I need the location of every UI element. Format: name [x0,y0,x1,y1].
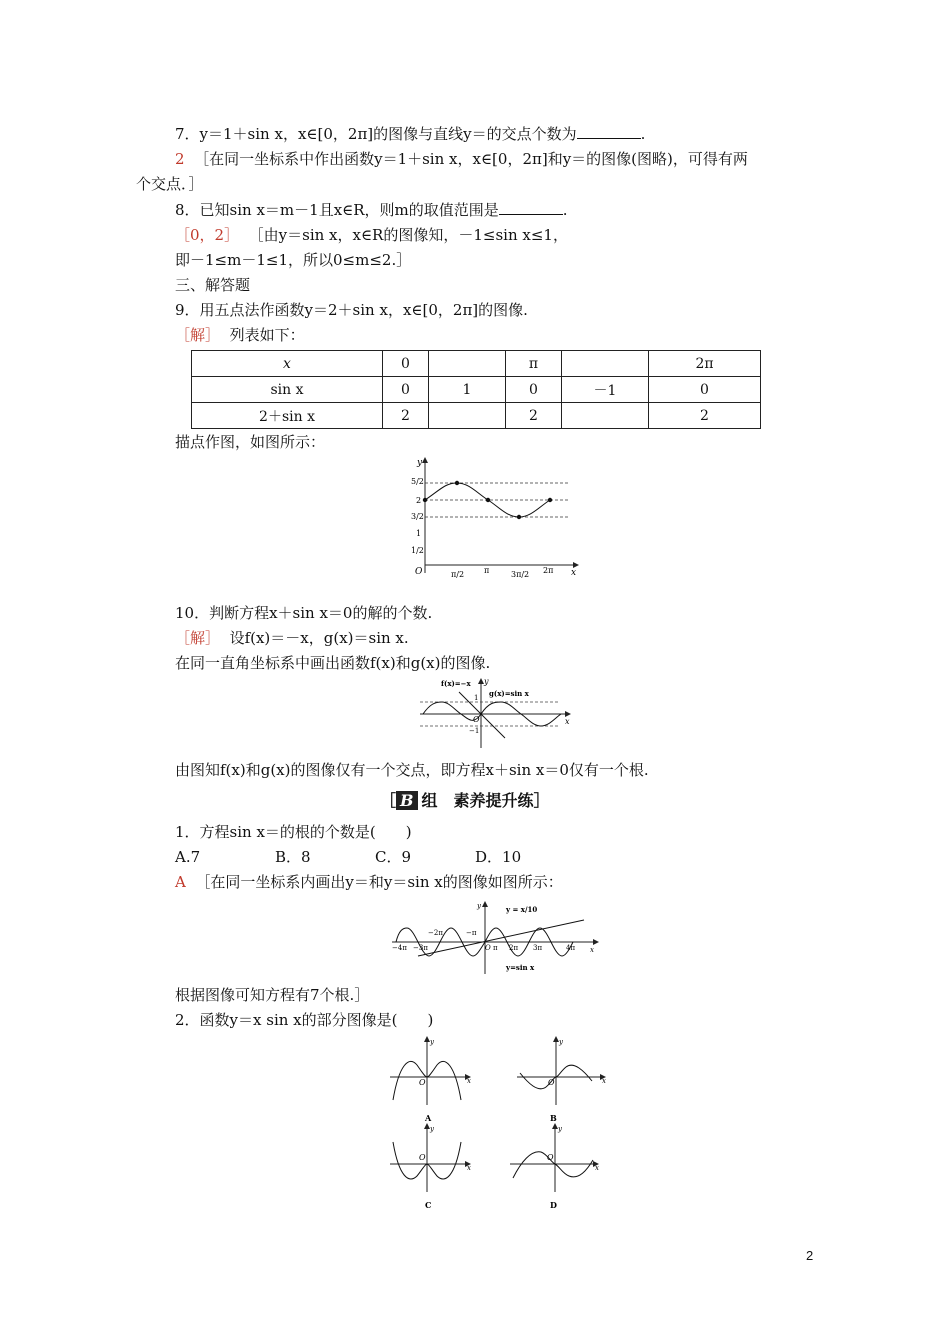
b2-label-a: A [425,1113,432,1123]
q10-line2: 在同一直角坐标系中画出函数f(x)和g(x)的图像. [175,654,491,672]
svg-text:x: x [467,1164,471,1172]
b2-question: 2．函数y＝x sin x的部分图像是( ) [175,1011,434,1029]
table-cell: 0 [383,377,429,403]
table-cell: 2π [649,351,761,377]
table-cell [562,403,649,429]
b2-label-d: D [550,1200,557,1210]
q9-solution: ［解］ 列表如下： [175,326,305,344]
q9-graph [405,455,585,589]
q9-after-table: 描点作图，如图所示： [175,433,326,451]
q7-blank [577,126,641,139]
section-b-block: B [396,791,418,810]
b1-graph-tick-label: −4π [392,944,407,952]
q10-graph-y-label: y [484,677,489,686]
b1-graph-origin: O [485,944,491,952]
b1-option-c: C．9 [375,848,412,866]
b1-graph-tick-label: π [493,944,498,952]
q7-answer: 2 ［在同一坐标系中作出函数y＝1＋sin x，x∈[0，2π]和y＝的图像(图略)，可得有两 [175,150,748,168]
svg-text:O: O [419,1153,426,1162]
q8-question: 8．已知sin x＝m－1且x∈R，则m的取值范围是 . [175,201,568,219]
table-cell [429,403,506,429]
table-cell: 0 [506,377,562,403]
q10-f-label: f(x)=−x [441,679,471,688]
q9-graph-tick-label: 1 [416,529,422,538]
q9-graph-tick-label: π/2 [451,570,465,579]
q9-graph-tick-label: 3π/2 [511,570,530,579]
table-cell: 0 [649,377,761,403]
q10-solution: ［解］ 设f(x)＝－x，g(x)＝sin x. [175,629,409,647]
q7-question: 7．y＝1＋sin x，x∈[0，2π]的图像与直线y＝的交点个数为 . [175,125,646,143]
table-cell: 2 [649,403,761,429]
table-cell: π [506,351,562,377]
table-cell: 1 [429,377,506,403]
b1-graph-tick-label: −π [466,929,477,937]
q9-graph-tick-label: 2 [416,496,422,505]
b1-graph [388,898,603,982]
q8-answer: ［0，2］ ［由y＝sin x，x∈R的图像知，－1≤sin x≤1， [175,226,568,244]
svg-text:x: x [595,1164,599,1172]
q7-explanation-cont: 个交点．］ [136,175,204,193]
b1-answer-key: A [175,873,186,891]
table-row [192,351,761,377]
q10-graph-tick-label: −1 [469,727,480,735]
b2-graph-b [512,1035,612,1129]
q7-answer-key: 2 [175,150,185,168]
q9-graph-tick-label: 2π [543,566,554,575]
b1-graph-tick-label: 3π [533,944,543,952]
b1-option-d: D．10 [475,848,522,866]
b1-curve-label: y=sin x [506,963,535,972]
section-b-header: ［ B 组 素养提升练］ [380,791,550,810]
q9-graph-tick-label: 5/2 [411,477,424,486]
q10-conclusion: 由图知f(x)和g(x)的图像仅有一个交点，即方程x＋sin x＝0仅有一个根. [175,761,649,779]
table-row [192,403,761,429]
section-b-title: 组 素养提升练 [421,791,534,810]
b2-graph-d [505,1122,605,1216]
b1-conclusion: 根据图像可知方程有7个根.］ [175,986,370,1004]
q10-graph-x-label: x [565,717,570,726]
q8-answer-key: ［0，2］ [175,226,240,244]
b1-option-a: A.7 [175,848,201,866]
svg-text:y: y [430,1038,434,1046]
q9-graph-y-label: y [417,458,423,468]
table-cell: 2＋sin x [192,403,383,429]
b1-graph-x-label: x [590,946,594,954]
b1-line-label: y = x/10 [506,905,538,914]
b1-graph-tick-label: −3π [413,944,428,952]
q9-solution-tag: ［解］ [175,326,221,344]
page-number: 2 [806,1248,814,1263]
b1-graph-tick-label: −2π [428,929,443,937]
b1-option-b: B．8 [275,848,311,866]
b1-question: 1．方程sin x＝的根的个数是( ) [175,823,412,841]
table-cell: 0 [383,351,429,377]
svg-text:O: O [547,1153,554,1162]
q10-solution-tag: ［解］ [175,629,221,647]
table-cell: －1 [562,377,649,403]
b1-graph-tick-label: 2π [509,944,519,952]
q10-g-label: g(x)=sin x [489,689,529,698]
q10-graph-origin: O [473,715,480,724]
b2-graph-a [385,1035,475,1129]
b2-label-c: C [425,1200,432,1210]
q9-graph-tick-label: π [484,566,490,575]
q9-question: 9．用五点法作函数y＝2＋sin x，x∈[0，2π]的图像. [175,301,528,319]
b1-options [175,847,575,867]
q8-explanation-cont: 即－1≤m－1≤1，所以0≤m≤2.］ [175,251,412,269]
b2-label-b: B [550,1113,557,1123]
b1-answer: A ［在同一坐标系内画出y＝和y＝sin x的图像如图所示： [175,873,563,891]
table-cell: 2 [383,403,429,429]
table-cell [429,351,506,377]
svg-text:y: y [558,1125,562,1133]
q9-graph-origin: O [415,567,423,577]
table-row [192,377,761,403]
svg-text:x: x [602,1077,606,1085]
q10-question: 10．判断方程x＋sin x＝0的解的个数. [175,604,433,622]
table-cell: sin x [192,377,383,403]
table-cell: 2 [506,403,562,429]
section-3-title: 三、解答题 [175,276,251,294]
q10-graph [415,676,575,755]
q9-graph-tick-label: 1/2 [411,546,424,555]
q9-graph-tick-label: 3/2 [411,512,424,521]
svg-text:x: x [467,1077,471,1085]
b1-graph-tick-label: 4π [566,944,576,952]
svg-text:y: y [559,1038,563,1046]
table-cell [562,351,649,377]
q8-blank [499,202,563,215]
svg-text:y: y [430,1125,434,1133]
q9-graph-x-label: x [571,568,577,578]
b2-graph-c [385,1122,475,1216]
b1-graph-y-label: y [477,902,481,910]
table-cell: x [192,351,383,377]
svg-text:O: O [419,1078,426,1087]
q9-value-table [191,350,761,429]
svg-text:O: O [548,1078,555,1087]
q10-graph-tick-label: 1 [474,694,479,702]
